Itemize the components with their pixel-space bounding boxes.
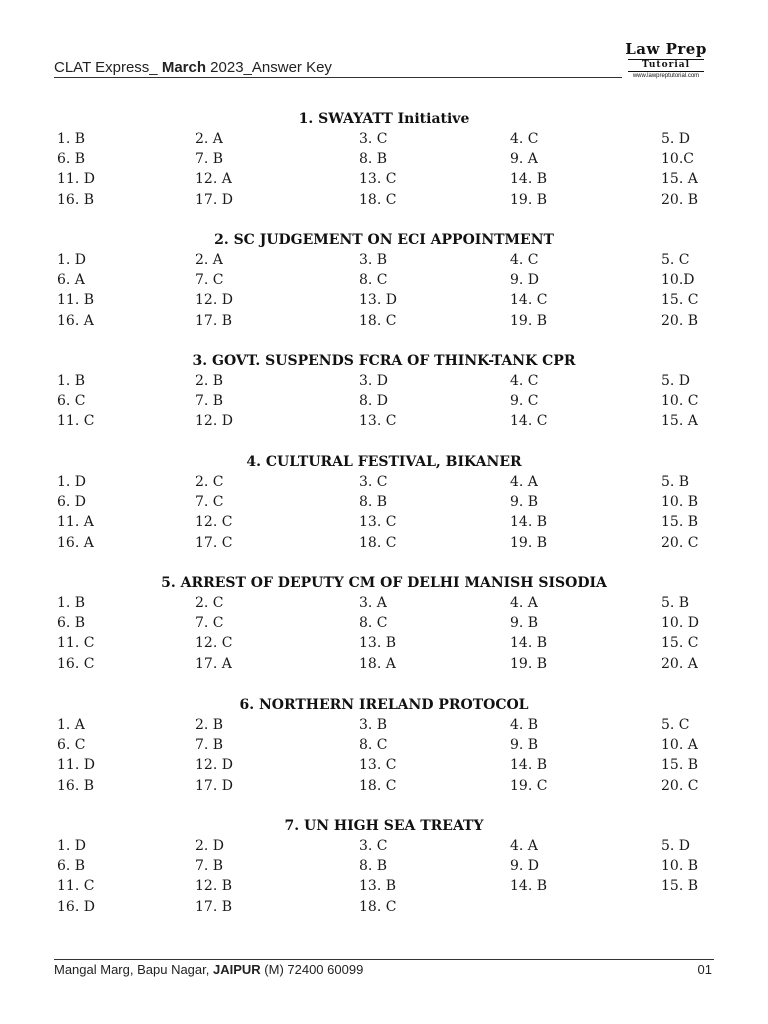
answer-item: 16. A — [57, 312, 94, 329]
answer-item: 14. B — [510, 757, 548, 774]
answer-item: 10. A — [661, 737, 698, 754]
answer-item: 11. D — [57, 171, 95, 188]
answer-item: 5. D — [661, 838, 691, 854]
answer-item: 17. D — [195, 777, 233, 794]
answer-item: 9. C — [510, 393, 539, 410]
answer-item: 2. C — [195, 474, 224, 490]
answer-item: 14. B — [510, 635, 548, 652]
answer-item: 1. B — [57, 595, 86, 611]
document-title — [54, 59, 332, 76]
answer-item: 16. A — [57, 534, 94, 551]
answer-item: 9. B — [510, 737, 539, 754]
section-title: 7. UN HIGH SEA TREATY — [284, 818, 484, 834]
title-prefix: CLAT Express_ — [54, 59, 162, 76]
section-title: 1. SWAYATT Initiative — [298, 111, 470, 127]
header-divider — [54, 77, 622, 78]
answer-item: 2. A — [195, 131, 223, 147]
answer-item: 1. D — [57, 252, 87, 268]
answer-item: 6. C — [57, 737, 86, 754]
answer-item: 4. C — [510, 252, 539, 268]
section-title: 4. CULTURAL FESTIVAL, BIKANER — [246, 454, 522, 470]
answer-item: 4. A — [510, 474, 538, 490]
answer-item: 11. C — [57, 878, 95, 895]
footer-divider — [54, 959, 714, 960]
answer-item: 6. A — [57, 272, 85, 289]
answer-item: 20. B — [661, 312, 699, 329]
answer-item: 2. D — [195, 838, 225, 854]
answer-item: 16. B — [57, 191, 95, 208]
answer-item: 19. B — [510, 655, 548, 672]
answer-item: 7. B — [195, 858, 224, 875]
answer-item: 15. A — [661, 171, 698, 188]
answer-item: 15. B — [661, 514, 699, 531]
answer-item: 8. B — [359, 858, 388, 875]
answer-item: 20. B — [661, 191, 699, 208]
answer-item: 10. B — [661, 858, 699, 875]
answer-item: 3. B — [359, 252, 388, 268]
answer-item: 14. C — [510, 292, 548, 309]
answer-item: 12. D — [195, 413, 233, 430]
logo-sub-text: Tutorial — [628, 59, 704, 72]
answer-item: 15. A — [661, 413, 698, 430]
answer-item: 9. D — [510, 858, 540, 875]
answer-item: 5. B — [661, 595, 690, 611]
answer-item: 14. B — [510, 514, 548, 531]
answer-item: 5. D — [661, 131, 691, 147]
answer-item: 20. C — [661, 534, 699, 551]
answer-item: 20. A — [661, 655, 698, 672]
answer-item: 3. C — [359, 131, 388, 147]
answer-item: 14. C — [510, 413, 548, 430]
answer-item: 15. C — [661, 292, 699, 309]
answer-item: 19. B — [510, 191, 548, 208]
answer-item: 5. C — [661, 717, 690, 733]
answer-item: 5. C — [661, 252, 690, 268]
answer-item: 18. C — [359, 191, 397, 208]
answer-item: 4. C — [510, 373, 539, 389]
answer-item: 8. D — [359, 393, 389, 410]
section-title: 6. NORTHERN IRELAND PROTOCOL — [239, 697, 529, 713]
answer-item: 19. C — [510, 777, 548, 794]
answer-item: 4. B — [510, 717, 539, 733]
answer-item: 13. C — [359, 413, 397, 430]
answer-item: 12. B — [195, 878, 233, 895]
answer-item: 10.C — [661, 151, 694, 168]
answer-item: 6. D — [57, 494, 87, 511]
answer-item: 8. B — [359, 494, 388, 511]
footer-address — [54, 962, 363, 977]
answer-item: 17. B — [195, 898, 233, 915]
answer-item: 8. C — [359, 615, 388, 632]
answer-item: 1. B — [57, 373, 86, 389]
answer-item: 4. C — [510, 131, 539, 147]
answer-item: 17. B — [195, 312, 233, 329]
answer-item: 14. B — [510, 878, 548, 895]
answer-item: 3. A — [359, 595, 387, 611]
answer-item: 17. D — [195, 191, 233, 208]
answer-item: 11. C — [57, 413, 95, 430]
answer-item: 7. B — [195, 151, 224, 168]
answer-item: 9. B — [510, 615, 539, 632]
answer-item: 18. C — [359, 777, 397, 794]
answer-item: 2. B — [195, 717, 224, 733]
answer-item: 6. C — [57, 393, 86, 410]
section-title: 3. GOVT. SUSPENDS FCRA OF THINK-TANK CPR — [192, 353, 576, 369]
answer-item: 12. A — [195, 171, 232, 188]
answer-item: 6. B — [57, 151, 86, 168]
logo-url: www.lawpreptutorial.com — [632, 73, 700, 79]
answer-item: 19. B — [510, 312, 548, 329]
answer-item: 18. A — [359, 655, 396, 672]
answer-item: 7. B — [195, 393, 224, 410]
answer-item: 12. D — [195, 292, 233, 309]
answer-item: 11. B — [57, 292, 95, 309]
page-number: 01 — [697, 962, 712, 977]
answer-item: 3. D — [359, 373, 389, 389]
title-suffix: 2023_Answer Key — [206, 59, 332, 76]
answer-item: 5. B — [661, 474, 690, 490]
answer-item: 15. B — [661, 878, 699, 895]
answer-item: 10. D — [661, 615, 699, 632]
answer-item: 13. C — [359, 757, 397, 774]
answer-item: 8. B — [359, 151, 388, 168]
answer-item: 15. B — [661, 757, 699, 774]
answer-item: 12. C — [195, 635, 233, 652]
answer-item: 13. C — [359, 514, 397, 531]
answer-item: 17. A — [195, 655, 232, 672]
answer-item: 12. C — [195, 514, 233, 531]
answer-item: 13. B — [359, 635, 397, 652]
answer-item: 7. B — [195, 737, 224, 754]
answer-item: 3. C — [359, 838, 388, 854]
answer-item: 10. C — [661, 393, 699, 410]
answer-item: 20. C — [661, 777, 699, 794]
answer-item: 18. C — [359, 898, 397, 915]
answer-item: 11. D — [57, 757, 95, 774]
title-month: March — [161, 59, 207, 76]
answer-item: 1. A — [57, 717, 85, 733]
answer-item: 7. C — [195, 494, 224, 511]
answer-item: 18. C — [359, 312, 397, 329]
answer-item: 8. C — [359, 272, 388, 289]
answer-item: 8. C — [359, 737, 388, 754]
answer-item: 10.D — [661, 272, 695, 289]
answer-item: 2. C — [195, 595, 224, 611]
answer-item: 17. C — [195, 534, 233, 551]
answer-item: 4. A — [510, 595, 538, 611]
answer-item: 11. A — [57, 514, 94, 531]
answer-item: 1. B — [57, 131, 86, 147]
answer-item: 2. A — [195, 252, 223, 268]
answer-item: 16. C — [57, 655, 95, 672]
answer-item: 3. C — [359, 474, 388, 490]
answer-item: 16. B — [57, 777, 95, 794]
answer-item: 3. B — [359, 717, 388, 733]
answer-item: 7. C — [195, 272, 224, 289]
address-prefix: Mangal Marg, Bapu Nagar, — [54, 962, 213, 977]
answer-item: 10. B — [661, 494, 699, 511]
section-title: 2. SC JUDGEMENT ON ECI APPOINTMENT — [214, 232, 554, 248]
answer-item: 11. C — [57, 635, 95, 652]
answer-item: 18. C — [359, 534, 397, 551]
answer-item: 2. B — [195, 373, 224, 389]
answer-item: 16. D — [57, 898, 95, 915]
address-suffix: (M) 72400 60099 — [260, 962, 364, 977]
answer-item: 12. D — [195, 757, 233, 774]
answer-item: 9. B — [510, 494, 539, 511]
answer-item: 6. B — [57, 858, 86, 875]
answer-item: 7. C — [195, 615, 224, 632]
answer-item: 14. B — [510, 171, 548, 188]
answer-item: 1. D — [57, 838, 87, 854]
answer-item: 9. A — [510, 151, 538, 168]
section-title: 5. ARREST OF DEPUTY CM OF DELHI MANISH SISODIA — [161, 575, 607, 591]
law-prep-logo — [622, 40, 710, 79]
answer-item: 4. A — [510, 838, 538, 854]
answer-item: 13. C — [359, 171, 397, 188]
answer-item: 15. C — [661, 635, 699, 652]
answer-item: 13. D — [359, 292, 397, 309]
answer-item: 9. D — [510, 272, 540, 289]
address-city: JAIPUR — [212, 962, 261, 977]
answer-item: 1. D — [57, 474, 87, 490]
logo-main-text: Law Prep — [625, 40, 707, 58]
answer-item: 19. B — [510, 534, 548, 551]
answer-item: 5. D — [661, 373, 691, 389]
answer-item: 6. B — [57, 615, 86, 632]
answer-item: 13. B — [359, 878, 397, 895]
